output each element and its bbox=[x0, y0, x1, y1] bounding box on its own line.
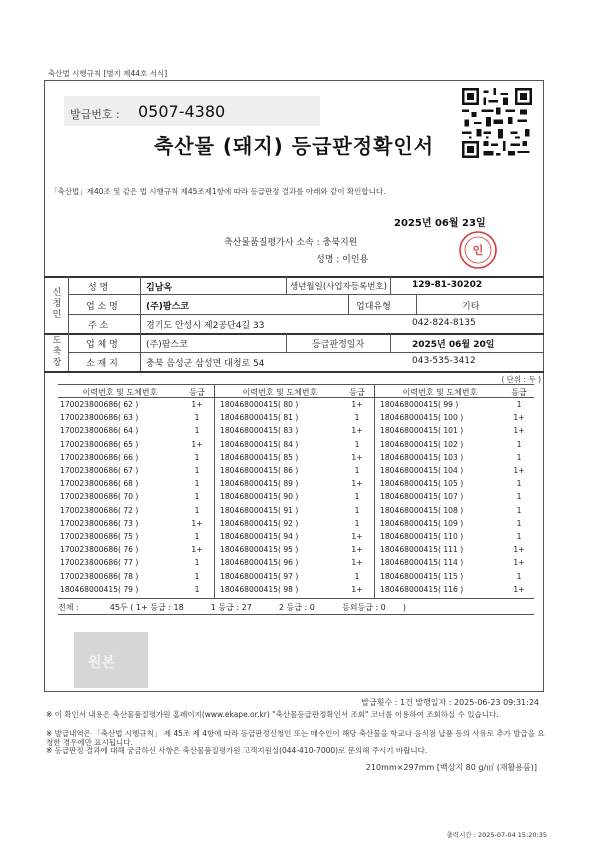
applicant-name: 김남옥 bbox=[146, 283, 173, 293]
grade-cell: 1 bbox=[516, 518, 522, 528]
slaughterhouse-name-label: 업 체 명 bbox=[86, 340, 118, 350]
trace-number-cell: 180468000415( 84 ) bbox=[220, 439, 299, 449]
grade-cell: 1+ bbox=[513, 426, 525, 436]
grade-table-header-cell: 이력번호 및 도체번호 bbox=[242, 388, 318, 397]
trace-number-cell: 180468000415( 92 ) bbox=[220, 518, 299, 528]
grade-cell: 1 bbox=[354, 466, 360, 475]
company-label: 업 소 명 bbox=[86, 302, 118, 312]
trace-number-cell: 180468000415( 116 ) bbox=[380, 584, 464, 594]
grade-cell: 1 bbox=[516, 571, 522, 581]
trace-number-cell: 170023800686( 65 ) bbox=[60, 439, 139, 449]
grading-date: 2025년 06월 20일 bbox=[412, 340, 495, 350]
applicant-section-label: 신청인 bbox=[52, 288, 62, 320]
birth-label: 생년월일(사업자등록번호) bbox=[290, 282, 387, 292]
grade-table-header-cell: 이력번호 및 도체번호 bbox=[402, 388, 478, 397]
trace-number-cell: 170023800686( 68 ) bbox=[60, 479, 139, 489]
trace-number-cell: 180468000415( 79 ) bbox=[60, 584, 139, 594]
grade-cell: 1+ bbox=[351, 558, 363, 568]
grade-cell: 1+ bbox=[513, 558, 525, 568]
grade-cell: 1+ bbox=[351, 545, 363, 555]
grade-cell: 1 bbox=[354, 413, 360, 423]
trace-number-cell: 170023800686( 76 ) bbox=[60, 545, 139, 555]
business-registration-number: 129-81-30202 bbox=[412, 280, 483, 290]
trace-number-cell: 170023800686( 64 ) bbox=[60, 426, 139, 436]
trace-number-cell: 170023800686( 62 ) bbox=[60, 400, 139, 409]
business-type-label: 업대유형 bbox=[356, 302, 391, 312]
trace-number-cell: 180468000415( 103 ) bbox=[380, 452, 464, 462]
trace-number-cell: 180468000415( 101 ) bbox=[380, 426, 464, 436]
grade-cell: 1 bbox=[194, 558, 200, 568]
grade-cell: 1 bbox=[354, 518, 360, 528]
grade-table-top-border bbox=[58, 384, 534, 385]
grade-cell: 1+ bbox=[513, 545, 525, 555]
grade-table-header-cell: 등급 bbox=[349, 388, 365, 397]
grade-cell: 1+ bbox=[351, 400, 363, 409]
grade-cell: 1+ bbox=[513, 584, 525, 594]
trace-number-cell: 180468000415( 108 ) bbox=[380, 505, 464, 515]
trace-number-cell: 180468000415( 83 ) bbox=[220, 426, 299, 436]
trace-number-cell: 170023800686( 77 ) bbox=[60, 558, 139, 568]
trace-number-cell: 180468000415( 90 ) bbox=[220, 492, 299, 502]
grade-cell: 1+ bbox=[191, 400, 203, 409]
grade-cell: 1+ bbox=[191, 518, 203, 528]
grade-cell: 1 bbox=[194, 413, 200, 423]
document-frame bbox=[44, 80, 544, 692]
trace-number-cell: 170023800686( 73 ) bbox=[60, 518, 139, 528]
grade-cell: 1 bbox=[354, 571, 360, 581]
evaluator-name: 성명 : 이인용 bbox=[316, 255, 369, 265]
grade-table-header-cell: 등급 bbox=[189, 388, 205, 397]
legal-basis-text: 「축산법」제40조 및 같은 법 시행규칙 제45조제1항에 따라 등급판정 결과를 아래와 같이 확인합니다. bbox=[50, 187, 386, 196]
trace-number-cell: 180468000415( 95 ) bbox=[220, 545, 299, 555]
trace-number-cell: 180468000415( 85 ) bbox=[220, 452, 299, 462]
totals-row: 전체 : 45두 ( 1+ 등급 : 18 1 등급 : 27 2 등급 : 0 등외등급 : 0 ) bbox=[58, 603, 406, 612]
grade-cell: 1 bbox=[354, 505, 360, 515]
grade-cell: 1 bbox=[354, 439, 360, 449]
issue-metadata: 발급횟수 : 1건 발행일자 : 2025-06-23 09:31:24 bbox=[361, 698, 539, 707]
trace-number-cell: 170023800686( 67 ) bbox=[60, 466, 139, 475]
grade-cell: 1 bbox=[516, 439, 522, 449]
trace-number-cell: 180468000415( 80 ) bbox=[220, 400, 299, 409]
trace-number-cell: 180468000415( 100 ) bbox=[380, 413, 464, 423]
grade-cell: 1 bbox=[516, 452, 522, 462]
grade-table-header-cell: 이력번호 및 도체번호 bbox=[82, 388, 158, 397]
grade-cell: 1 bbox=[194, 571, 200, 581]
official-seal-icon bbox=[458, 230, 498, 270]
company-name: (주)팜스코 bbox=[146, 302, 190, 312]
paper-specification: 210mm×297mm [백상지 80 g/㎡ (재활용품)] bbox=[365, 763, 537, 772]
grade-cell: 1 bbox=[194, 466, 200, 475]
grade-cell: 1+ bbox=[351, 452, 363, 462]
grade-cell: 1 bbox=[194, 492, 200, 502]
trace-number-cell: 170023800686( 66 ) bbox=[60, 452, 139, 462]
grade-cell: 1+ bbox=[513, 466, 525, 475]
business-type: 기타 bbox=[462, 302, 480, 312]
grade-cell: 1+ bbox=[351, 426, 363, 436]
trace-number-cell: 180468000415( 104 ) bbox=[380, 466, 464, 475]
grade-cell: 1+ bbox=[351, 532, 363, 541]
trace-number-cell: 180468000415( 109 ) bbox=[380, 518, 464, 528]
grade-cell: 1 bbox=[194, 532, 200, 541]
trace-number-cell: 180468000415( 81 ) bbox=[220, 413, 299, 423]
trace-number-cell: 180468000415( 94 ) bbox=[220, 532, 299, 541]
trace-number-cell: 180468000415( 110 ) bbox=[380, 532, 464, 541]
trace-number-cell: 180468000415( 115 ) bbox=[380, 571, 464, 581]
totals-count: 45두 ( 1+ 등급 : 18 bbox=[109, 603, 184, 612]
trace-number-cell: 170023800686( 70 ) bbox=[60, 492, 139, 502]
grade-cell: 1 bbox=[194, 426, 200, 436]
original-stamp-text: 원본 bbox=[88, 655, 116, 671]
totals-grade1: 1 등급 : 27 bbox=[210, 603, 252, 612]
trace-number-cell: 180468000415( 96 ) bbox=[220, 558, 299, 568]
grade-cell: 1 bbox=[194, 505, 200, 515]
grade-cell: 1 bbox=[516, 532, 522, 541]
grading-date-label: 등급판정일자 bbox=[312, 340, 365, 350]
trace-number-cell: 180468000415( 114 ) bbox=[380, 558, 464, 568]
trace-number-cell: 170023800686( 63 ) bbox=[60, 413, 139, 423]
slaughterhouse-location: 충북 음성군 삼성면 대청로 54 bbox=[146, 359, 265, 369]
grade-cell: 1+ bbox=[351, 479, 363, 489]
slaughterhouse-name: (주)팜스코 bbox=[146, 340, 188, 350]
seal-text: 인 bbox=[472, 244, 484, 257]
grade-cell: 1 bbox=[516, 492, 522, 502]
location-label: 소 재 지 bbox=[86, 359, 118, 369]
trace-number-cell: 180468000415( 105 ) bbox=[380, 479, 464, 489]
grade-cell: 1 bbox=[194, 584, 200, 594]
trace-number-cell: 170023800686( 78 ) bbox=[60, 571, 139, 581]
trace-number-cell: 180468000415( 97 ) bbox=[220, 571, 299, 581]
form-reference: 축산법 시행규칙 [별지 제44호 서식] bbox=[48, 69, 168, 78]
trace-number-cell: 180468000415( 91 ) bbox=[220, 505, 299, 515]
grade-cell: 1 bbox=[516, 505, 522, 515]
trace-number-cell: 180468000415( 98 ) bbox=[220, 584, 299, 594]
issue-number: 0507-4380 bbox=[138, 102, 226, 121]
trace-number-cell: 180468000415( 111 ) bbox=[380, 545, 464, 555]
grade-cell: 1 bbox=[354, 492, 360, 502]
trace-number-cell: 170023800686( 75 ) bbox=[60, 532, 139, 541]
address-label: 주 소 bbox=[88, 321, 109, 331]
grade-cell: 1+ bbox=[513, 413, 525, 423]
grade-cell: 1 bbox=[516, 400, 522, 409]
note-issuance: ※ 발급내역은 「축산법 시행규칙」 제 45조 제 4항에 따라 등급판정신청인 또는 매수인이 해당 축산물을 학교나 음식점 납품 등의 사유로 추가 발급을 요청한 경우에만 표시됩니다. bbox=[46, 729, 545, 747]
trace-number-cell: 180468000415( 89 ) bbox=[220, 479, 299, 489]
document-title: 축산물 (돼지) 등급판정확인서 bbox=[153, 134, 435, 158]
info-table-top-border bbox=[44, 276, 544, 278]
applicant-name-label: 성 명 bbox=[88, 283, 109, 293]
totals-label: 전체 : bbox=[58, 603, 79, 612]
evaluator-affiliation: 축산물품질평가사 소속 : 충북지원 bbox=[224, 238, 358, 248]
issue-date: 2025년 06월 23일 bbox=[394, 218, 486, 229]
totals-grade2: 2 등급 : 0 bbox=[278, 603, 315, 612]
note-inquiry: ※ 이 확인서 내용은 축산물품질평가원 홈페이지(www.ekape.or.kr) "축산물등급판정확인서 조회" 코너를 이용하여 조회하실 수 있습니다. bbox=[46, 710, 499, 719]
trace-number-cell: 180468000415( 86 ) bbox=[220, 466, 299, 475]
trace-number-cell: 170023800686( 72 ) bbox=[60, 505, 139, 515]
trace-number-cell: 180468000415( 102 ) bbox=[380, 439, 464, 449]
grade-cell: 1+ bbox=[191, 545, 203, 555]
note-contact: ※ 등급판정 결과에 대해 궁금하신 사항은 축산물품질평가원 고객지원실(044-410-7000)로 문의해 주시기 바랍니다. bbox=[46, 746, 428, 755]
grade-cell: 1 bbox=[516, 479, 522, 489]
trace-number-cell: 180468000415( 107 ) bbox=[380, 492, 464, 502]
applicant-phone: 042-824-8135 bbox=[412, 318, 476, 328]
grade-cell: 1+ bbox=[191, 439, 203, 449]
grade-cell: 1+ bbox=[351, 584, 363, 594]
grade-table-header-cell: 등급 bbox=[511, 388, 527, 397]
address: 경기도 안성시 제2공단4길 33 bbox=[146, 321, 265, 331]
slaughterhouse-section-label: 도축장 bbox=[52, 336, 62, 368]
unit-label: ( 단위 : 두 ) bbox=[501, 375, 541, 384]
totals-out-of-grade: 등외등급 : 0 bbox=[341, 603, 386, 612]
slaughterhouse-phone: 043-535-3412 bbox=[412, 356, 476, 366]
print-timestamp: 출력시간 : 2025-07-04 15:20:35 bbox=[446, 831, 547, 839]
grade-cell: 1 bbox=[194, 452, 200, 462]
grade-cell: 1 bbox=[194, 479, 200, 489]
issue-number-label: 발급번호 : bbox=[70, 108, 120, 121]
trace-number-cell: 180468000415( 99 ) bbox=[380, 400, 459, 409]
